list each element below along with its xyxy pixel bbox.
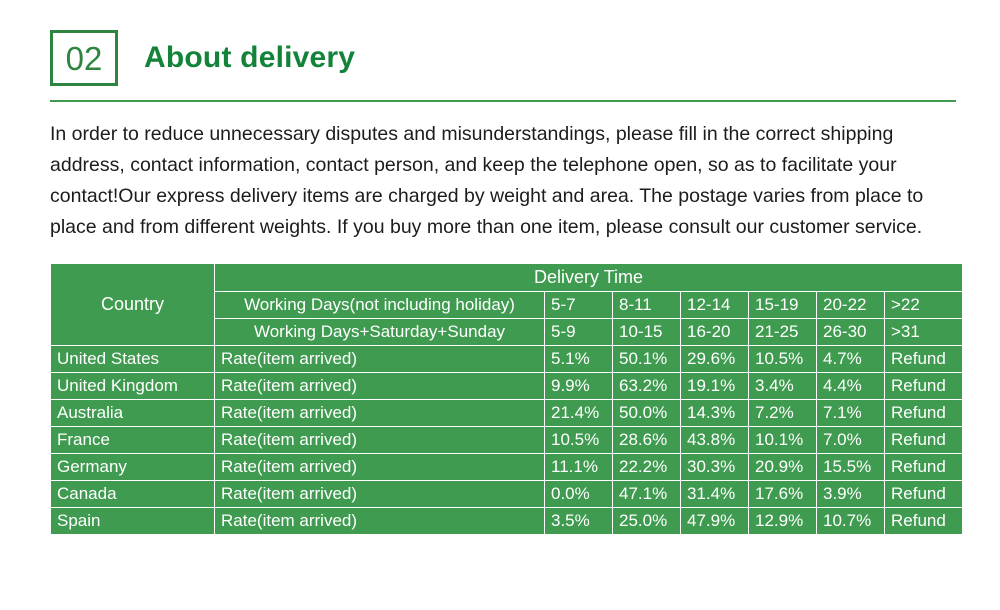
rate-value: 10.5% <box>749 346 817 373</box>
working-days-value: 15-19 <box>749 292 817 319</box>
rate-value: 10.1% <box>749 427 817 454</box>
rate-value-refund: Refund <box>885 427 963 454</box>
column-header-country: Country <box>51 264 215 346</box>
rate-label: Rate(item arrived) <box>215 373 545 400</box>
rate-label: Rate(item arrived) <box>215 481 545 508</box>
rate-value: 5.1% <box>545 346 613 373</box>
rate-value: 22.2% <box>613 454 681 481</box>
section-header <box>50 22 954 86</box>
rate-value: 3.4% <box>749 373 817 400</box>
rate-value: 29.6% <box>681 346 749 373</box>
rate-label: Rate(item arrived) <box>215 508 545 535</box>
country-name: Australia <box>51 400 215 427</box>
country-name: Germany <box>51 454 215 481</box>
table-row <box>51 373 963 400</box>
rate-value: 50.0% <box>613 400 681 427</box>
rate-value: 7.1% <box>817 400 885 427</box>
rate-value: 50.1% <box>613 346 681 373</box>
rate-value-refund: Refund <box>885 346 963 373</box>
country-name: Spain <box>51 508 215 535</box>
rate-value: 10.7% <box>817 508 885 535</box>
rate-value: 7.2% <box>749 400 817 427</box>
working-days-weekend-value: 5-9 <box>545 319 613 346</box>
rate-value-refund: Refund <box>885 373 963 400</box>
country-name: United Kingdom <box>51 373 215 400</box>
rate-value: 63.2% <box>613 373 681 400</box>
rate-value-refund: Refund <box>885 454 963 481</box>
rate-value: 4.7% <box>817 346 885 373</box>
rate-value: 4.4% <box>817 373 885 400</box>
rate-value-refund: Refund <box>885 481 963 508</box>
working-days-value: 8-11 <box>613 292 681 319</box>
rate-label: Rate(item arrived) <box>215 454 545 481</box>
rate-value: 31.4% <box>681 481 749 508</box>
rate-value: 7.0% <box>817 427 885 454</box>
rate-value: 3.9% <box>817 481 885 508</box>
working-days-weekend-value: 10-15 <box>613 319 681 346</box>
rate-value: 43.8% <box>681 427 749 454</box>
rate-value: 20.9% <box>749 454 817 481</box>
rate-value: 30.3% <box>681 454 749 481</box>
table-row <box>51 454 963 481</box>
rate-value: 9.9% <box>545 373 613 400</box>
working-days-weekend-value: 21-25 <box>749 319 817 346</box>
rate-label: Rate(item arrived) <box>215 346 545 373</box>
table-row <box>51 508 963 535</box>
working-days-weekend-value: >31 <box>885 319 963 346</box>
rate-value: 47.9% <box>681 508 749 535</box>
working-days-value: 20-22 <box>817 292 885 319</box>
table-row <box>51 481 963 508</box>
column-header-delivery-time: Delivery Time <box>215 264 963 292</box>
working-days-value: 12-14 <box>681 292 749 319</box>
country-name: Canada <box>51 481 215 508</box>
rate-label: Rate(item arrived) <box>215 427 545 454</box>
rate-value-refund: Refund <box>885 508 963 535</box>
rate-value: 12.9% <box>749 508 817 535</box>
rate-value: 11.1% <box>545 454 613 481</box>
rate-value: 19.1% <box>681 373 749 400</box>
row-label-working-days: Working Days(not including holiday) <box>215 292 545 319</box>
rate-value: 10.5% <box>545 427 613 454</box>
row-label-working-days-weekend: Working Days+Saturday+Sunday <box>215 319 545 346</box>
delivery-table-wrapper <box>50 263 956 535</box>
rate-label: Rate(item arrived) <box>215 400 545 427</box>
table-row <box>51 400 963 427</box>
table-row <box>51 427 963 454</box>
rate-value-refund: Refund <box>885 400 963 427</box>
rate-value: 21.4% <box>545 400 613 427</box>
table-header-row <box>51 264 963 292</box>
header-divider <box>50 100 956 102</box>
rate-value: 28.6% <box>613 427 681 454</box>
delivery-table <box>50 263 963 535</box>
rate-value: 25.0% <box>613 508 681 535</box>
table-row <box>51 346 963 373</box>
section-number-badge: 02 <box>50 30 118 86</box>
rate-value: 3.5% <box>545 508 613 535</box>
rate-value: 14.3% <box>681 400 749 427</box>
delivery-paragraph: In order to reduce unnecessary disputes and misunderstandings, please fill in the correct shipping address, contact information, contact person, and keep the telephone open, so as to facilitate your contact!Our express delivery items are charged by weight and area. The postage varies from place to place and from different weights. If you buy more than one item, please consult our customer service. <box>50 123 924 238</box>
working-days-weekend-value: 16-20 <box>681 319 749 346</box>
working-days-weekend-value: 26-30 <box>817 319 885 346</box>
rate-value: 0.0% <box>545 481 613 508</box>
working-days-value: 5-7 <box>545 292 613 319</box>
country-name: France <box>51 427 215 454</box>
working-days-value: >22 <box>885 292 963 319</box>
rate-value: 47.1% <box>613 481 681 508</box>
rate-value: 17.6% <box>749 481 817 508</box>
country-name: United States <box>51 346 215 373</box>
rate-value: 15.5% <box>817 454 885 481</box>
page-title: About delivery <box>144 41 356 74</box>
